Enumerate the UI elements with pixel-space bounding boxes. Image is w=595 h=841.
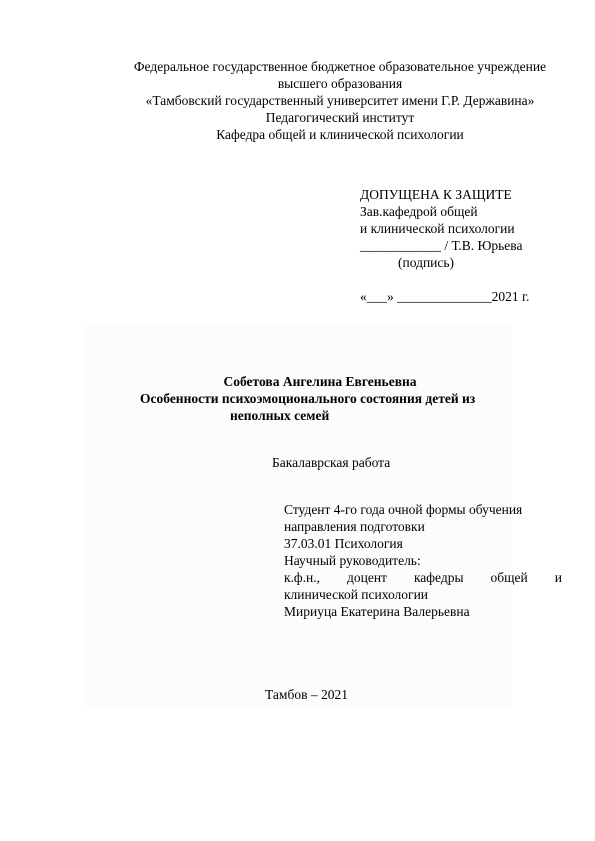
supervisor-position-word: к.ф.н., <box>284 570 321 585</box>
header-line-federal: Федеральное государственное бюджетное образовательное учреждение <box>133 59 547 74</box>
supervisor-position-word: кафедры <box>413 570 464 585</box>
approval-signature-line: ____________ / Т.В. Юрьева <box>360 238 523 253</box>
supervisor-position-word: и <box>554 570 562 585</box>
work-type: Бакалаврская работа <box>272 455 391 470</box>
header-line-department: Кафедра общей и клинической психологии <box>216 127 464 142</box>
supervisor-position-line <box>284 569 562 586</box>
supervisor-position-word: доцент <box>347 570 387 585</box>
author-name: Собетова Ангелина Евгеньевна <box>223 374 417 389</box>
student-specialty-line: 37.03.01 Психология <box>284 536 403 551</box>
city-year: Тамбов – 2021 <box>265 687 348 702</box>
thesis-title-line1: Особенности психоэмоционального состояния детей из <box>140 391 476 406</box>
approval-position-line2: и клинической психологии <box>360 221 515 236</box>
supervisor-name: Мириуца Екатерина Валерьевна <box>284 604 470 619</box>
supervisor-label: Научный руководитель: <box>284 553 421 568</box>
supervisor-position-word: общей <box>490 570 528 585</box>
header-line-institute: Педагогический институт <box>265 110 415 125</box>
approval-signature-caption: (подпись) <box>398 255 455 270</box>
student-direction-line: направления подготовки <box>284 519 425 534</box>
header-line-university: «Тамбовский государственный университет имени Г.Р. Державина» <box>145 93 535 108</box>
approval-position-line1: Зав.кафедрой общей <box>360 204 478 219</box>
approval-block <box>360 186 560 305</box>
student-year-line: Студент 4-го года очной формы обучения <box>284 502 523 517</box>
approval-date-line: «___» ______________2021 г. <box>360 289 530 304</box>
student-info-block <box>284 501 562 620</box>
institution-header <box>110 58 570 143</box>
supervisor-department-line: клинической психологии <box>284 587 429 602</box>
header-line-higher-education: высшего образования <box>277 76 403 91</box>
approval-heading: ДОПУЩЕНА К ЗАЩИТЕ <box>360 187 512 202</box>
thesis-title-line2: неполных семей <box>230 408 330 423</box>
thesis-title-block <box>110 373 570 424</box>
